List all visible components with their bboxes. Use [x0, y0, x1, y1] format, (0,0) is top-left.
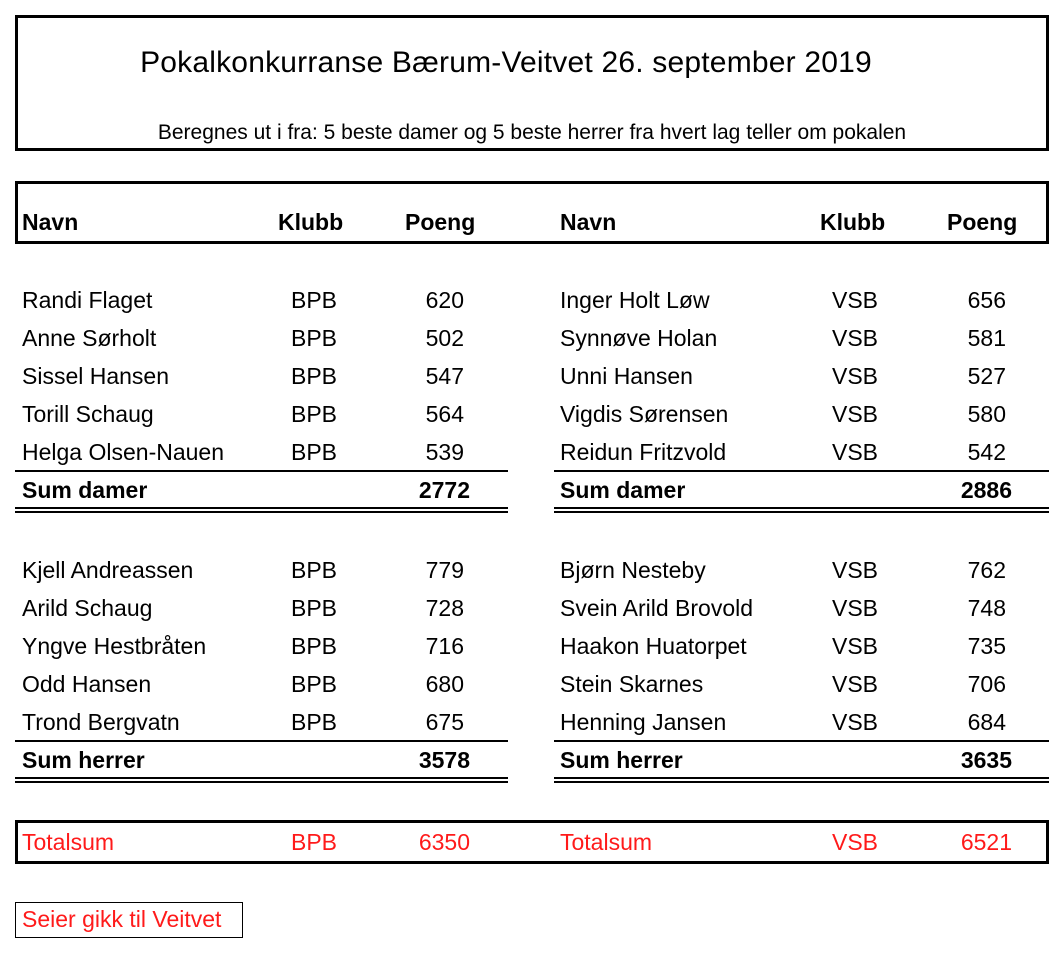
total-label-right: Totalsum [560, 829, 653, 855]
header-box [15, 15, 1049, 151]
player-club: VSB [832, 595, 879, 621]
player-club: BPB [291, 709, 338, 735]
player-name: Svein Arild Brovold [560, 595, 754, 621]
player-name: Synnøve Holan [560, 325, 718, 351]
player-name: Unni Hansen [560, 363, 693, 389]
col-club-right: Klubb [820, 209, 886, 235]
result-box [15, 902, 243, 938]
player-points: 779 [425, 557, 464, 583]
player-club: VSB [832, 671, 879, 697]
sum-separator [554, 740, 1049, 742]
player-points: 502 [425, 325, 464, 351]
player-points: 539 [425, 439, 464, 465]
double-underline [15, 777, 508, 783]
player-points: 728 [425, 595, 464, 621]
player-club: VSB [832, 557, 879, 583]
double-underline [15, 507, 508, 513]
player-points: 527 [967, 363, 1006, 389]
player-club: VSB [832, 363, 879, 389]
player-club: VSB [832, 439, 879, 465]
col-name-right: Navn [560, 209, 617, 235]
result-text: Seier gikk til Veitvet [22, 906, 222, 932]
total-label-left: Totalsum [22, 829, 115, 855]
player-club: VSB [832, 709, 879, 735]
sum-women-value-left: 2772 [418, 477, 470, 503]
double-underline [554, 777, 1049, 783]
player-club: VSB [832, 287, 879, 313]
total-value-left: 6350 [418, 829, 470, 855]
results-table-header [15, 181, 1049, 244]
player-name: Sissel Hansen [22, 363, 170, 389]
player-club: VSB [832, 401, 879, 427]
player-points: 716 [425, 633, 464, 659]
player-points: 656 [967, 287, 1006, 313]
player-points: 706 [967, 671, 1006, 697]
header-underline [15, 241, 1049, 244]
player-name: Yngve Hestbråten [22, 633, 207, 659]
player-club: BPB [291, 363, 338, 389]
player-name: Torill Schaug [22, 401, 154, 427]
player-club: BPB [291, 671, 338, 697]
player-name: Stein Skarnes [560, 671, 704, 697]
player-club: BPB [291, 439, 338, 465]
player-name: Vigdis Sørensen [560, 401, 729, 427]
player-points: 748 [967, 595, 1006, 621]
player-club: VSB [832, 325, 879, 351]
player-club: BPB [291, 287, 338, 313]
sum-separator [554, 470, 1049, 472]
sum-separator [15, 740, 508, 742]
page-subtitle: Beregnes ut i fra: 5 beste damer og 5 beste herrer fra hvert lag teller om pokalen [157, 121, 907, 144]
player-club: BPB [291, 325, 338, 351]
sum-women-label-left: Sum damer [22, 477, 148, 503]
player-name: Randi Flaget [22, 287, 153, 313]
player-club: VSB [832, 633, 879, 659]
totals-box [15, 820, 1049, 864]
sum-men-value-left: 3578 [418, 747, 470, 773]
col-points-right: Poeng [947, 209, 1018, 235]
player-name: Reidun Fritzvold [560, 439, 727, 465]
player-name: Anne Sørholt [22, 325, 157, 351]
sum-men-value-right: 3635 [960, 747, 1012, 773]
double-underline [554, 507, 1049, 513]
sum-men-label-left: Sum herrer [22, 747, 145, 773]
player-name: Helga Olsen-Nauen [22, 439, 225, 465]
player-name: Henning Jansen [560, 709, 727, 735]
sum-separator [15, 470, 508, 472]
player-name: Arild Schaug [22, 595, 153, 621]
player-points: 581 [967, 325, 1006, 351]
col-points-left: Poeng [405, 209, 476, 235]
player-name: Haakon Huatorpet [560, 633, 747, 659]
total-value-right: 6521 [960, 829, 1012, 855]
player-points: 680 [425, 671, 464, 697]
page-title: Pokalkonkurranse Bærum-Veitvet 26. september 2019 [140, 46, 872, 79]
total-club-left: BPB [291, 829, 338, 855]
player-name: Kjell Andreassen [22, 557, 194, 583]
player-points: 684 [967, 709, 1006, 735]
player-club: BPB [291, 633, 338, 659]
player-name: Odd Hansen [22, 671, 152, 697]
player-club: BPB [291, 557, 338, 583]
player-points: 675 [425, 709, 464, 735]
player-club: BPB [291, 401, 338, 427]
player-club: BPB [291, 595, 338, 621]
player-points: 580 [967, 401, 1006, 427]
sum-women-label-right: Sum damer [560, 477, 686, 503]
player-points: 547 [425, 363, 464, 389]
player-name: Inger Holt Løw [560, 287, 710, 313]
player-points: 542 [967, 439, 1006, 465]
player-points: 620 [425, 287, 464, 313]
total-club-right: VSB [832, 829, 879, 855]
sum-men-label-right: Sum herrer [560, 747, 683, 773]
player-name: Trond Bergvatn [22, 709, 180, 735]
player-points: 564 [425, 401, 464, 427]
col-club-left: Klubb [278, 209, 344, 235]
sum-women-value-right: 2886 [960, 477, 1012, 503]
player-points: 735 [967, 633, 1006, 659]
col-name-left: Navn [22, 209, 79, 235]
player-points: 762 [967, 557, 1006, 583]
player-name: Bjørn Nesteby [560, 557, 706, 583]
